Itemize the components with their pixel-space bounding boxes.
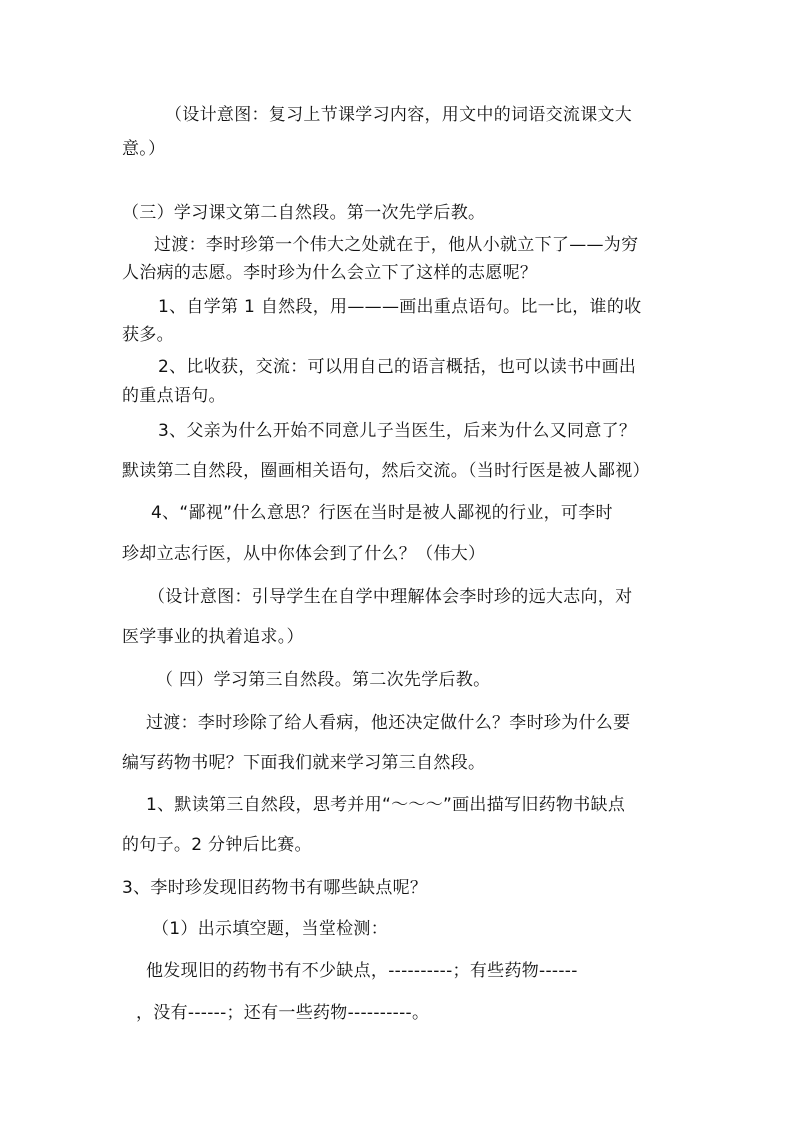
design-intent-line-1: （设计意图：复习上节课学习内容，用文中的词语交流课文大 <box>165 105 633 125</box>
step-1-line-1: 1、自学第 1 自然段，用———画出重点语句。比一比，谁的收 <box>158 297 642 317</box>
step-4-line-1: 4、“鄙视”什么意思？行医在当时是被人鄙视的行业，可李时 <box>151 503 613 523</box>
fill-blank-line-1: 他发现旧的药物书有不少缺点，----------；有些药物------ <box>146 961 578 981</box>
design-intent-2-line-2: 医学事业的执着追求。） <box>122 627 304 647</box>
step-3-line-1: 3、父亲为什么开始不同意儿子当医生，后来为什么又同意了？ <box>158 421 637 441</box>
section-heading-3: （三）学习课文第二自然段。第一次先学后教。 <box>122 203 486 223</box>
transition-line-2: 人治病的志愿。李时珍为什么会立下了这样的志愿呢？ <box>122 263 538 283</box>
design-intent-2-line-1: （设计意图：引导学生在自学中理解体会李时珍的远大志向，对 <box>148 587 633 607</box>
transition-2-line-1: 过渡：李时珍除了给人看病，他还决定做什么？李时珍为什么要 <box>146 713 631 733</box>
transition-line-1: 过渡：李时珍第一个伟大之处就在于，他从小就立下了——为穷 <box>154 235 639 255</box>
reading-task-line-1: 1、默读第三自然段，思考并用“～～～”画出描写旧药物书缺点 <box>146 795 626 815</box>
step-4-line-2: 珍却立志行医，从中你体会到了什么？（伟大） <box>122 544 486 564</box>
reading-task-line-2: 的句子。2 分钟后比赛。 <box>122 835 312 855</box>
transition-2-line-2: 编写药物书呢？下面我们就来学习第三自然段。 <box>122 753 486 773</box>
step-2-line-1: 2、比收获，交流：可以用自己的语言概括，也可以读书中画出 <box>158 357 637 377</box>
design-intent-line-2: 意。） <box>122 139 166 159</box>
fill-blank-instruction: （1）出示填空题，当堂检测： <box>152 919 389 939</box>
section-heading-4: （ 四）学习第三自然段。第二次先学后教。 <box>156 670 491 690</box>
step-3-line-2: 默读第二自然段，圈画相关语句，然后交流。（当时行医是被人鄙视） <box>122 461 650 481</box>
step-2-line-2: 的重点语句。 <box>122 386 226 406</box>
fill-blank-line-2: ，没有------；还有一些药物----------。 <box>136 1003 430 1023</box>
question-line: 3、李时珍发现旧药物书有哪些缺点呢？ <box>122 878 428 898</box>
step-1-line-2: 获多。 <box>122 325 174 345</box>
